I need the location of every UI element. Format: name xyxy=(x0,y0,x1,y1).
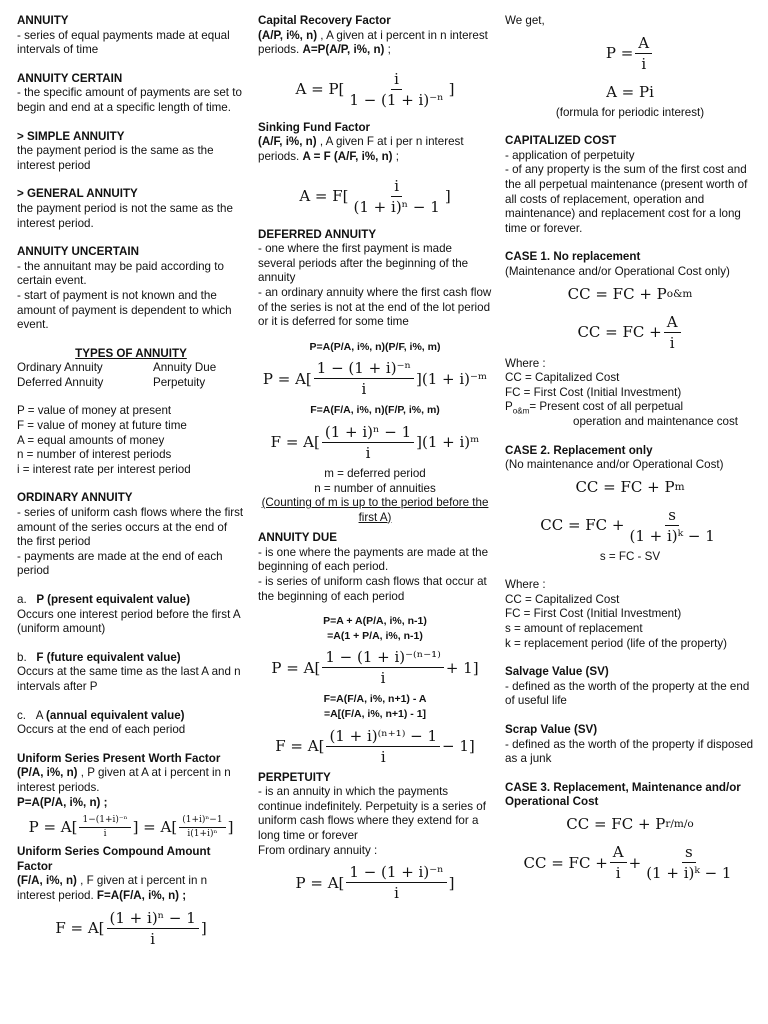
annuity-due-def-1: - is one where the payments are made at the beginning of each period. xyxy=(258,545,489,574)
annuity-certain-def: - the specific amount of payments are set to begin and end at a specific length of time. xyxy=(17,86,242,114)
due-f-text-1: F=A(F/A, i%, n+1) - A xyxy=(323,693,427,706)
heading-types-of-annuity: TYPES OF ANNUITY xyxy=(75,346,187,360)
ordinary-annuity-def-1: - series of uniform cash flows where the first amount of the series occurs at the end of the first period xyxy=(17,506,244,549)
salvage-def: - defined as the worth of the property at the end of useful life xyxy=(505,679,750,708)
column-2 xyxy=(258,14,492,907)
annuity-uncertain-def-2: - start of payment is not known and the amount of payment is dependent to which event. xyxy=(17,288,232,332)
deferred-def-2: - an ordinary annuity where the first cash flow of the series is not at the end of the lot period or it is deferred for some time xyxy=(258,285,492,329)
var-f: F = value of money at future time xyxy=(17,419,187,433)
item-c-title: c. A (annual equivalent value) xyxy=(17,708,185,722)
heading-uspw: Uniform Series Present Worth Factor xyxy=(17,751,221,765)
heading-capitalized-cost: CAPITALIZED COST xyxy=(505,134,617,148)
deferred-p-equation: P = A[ $\frac{\text{1 − (1 + i)⁻ⁿ}}{i}$ ](1 + i)⁻ᵐ xyxy=(262,359,488,399)
annuity-uncertain-def-1: - the annuitant may be paid according to certain event. xyxy=(17,259,224,288)
type-deferred: Deferred Annuity xyxy=(17,375,104,389)
we-get: We get, xyxy=(505,14,545,27)
deferred-n-note: n = number of annuities xyxy=(314,481,436,495)
a-equals-pi: A = Pi xyxy=(606,82,654,101)
periodic-interest-note: (formula for periodic interest) xyxy=(555,105,705,119)
perpetuity-from: From ordinary annuity : xyxy=(258,843,378,857)
uscw-desc: (F/A, i%, n) , F given at i percent in n interest period. F=A(F/A, i%, n) ; xyxy=(17,874,208,902)
annuity-def: - series of equal payments made at equal intervals of time xyxy=(17,28,230,57)
uspw-formula-text: P=A(P/A, i%, n) ; xyxy=(17,795,108,809)
heading-annuity: ANNUITY xyxy=(17,14,69,27)
due-p-text-2: =A(1 + P/A, i%, n-1) xyxy=(327,629,423,642)
case-3-equation-1: CC = FC + P r/m/o xyxy=(566,815,694,833)
item-b-title: b. F (future equivalent value) xyxy=(17,650,181,664)
case-2-fc: FC = First Cost (Initial Investment) xyxy=(505,607,682,621)
crf-desc: (A/P, i%, n) , A given at i percent in n interest periods. A=P(A/P, i%, n) ; xyxy=(258,28,488,57)
heading-case-3: CASE 3. Replacement, Maintenance and/or Operational Cost xyxy=(505,780,741,809)
item-b-desc: Occurs at the same time as the last A and n intervals after P xyxy=(17,665,241,693)
cc-def-2: - of any property is the sum of the first cost and the all perpetual maintenance (present worth of all costs of replacement, operation and maintenance) and replacement cost for a long time or forever. xyxy=(505,163,748,235)
due-p-equation: P = A[ $\frac{\text{1 − (1 + i)⁻⁽ⁿ⁻¹⁾}}{i}$ + 1] xyxy=(271,648,479,688)
var-i: i = interest rate per interest period xyxy=(17,462,191,476)
heading-annuity-certain: ANNUITY CERTAIN xyxy=(17,71,123,85)
deferred-f-text: F=A(F/A, i%, n)(F/P, i%, m) xyxy=(310,404,440,417)
simple-annuity-def: the payment period is the same as the interest period xyxy=(17,144,214,172)
case-1-pom: $P_{o\&m}=$ Present cost of all perpetual xyxy=(505,400,684,416)
type-ordinary: Ordinary Annuity xyxy=(17,361,103,375)
case-1-equation-1: CC = FC + P o&m xyxy=(567,284,693,303)
heading-case-1: CASE 1. No replacement xyxy=(505,250,641,264)
uspw-desc: (P/A, i%, n) , P given at A at i percent in n interest periods. xyxy=(17,766,231,794)
due-p-text-1: P=A + A(P/A, i%, n-1) xyxy=(323,615,427,628)
column-3 xyxy=(505,14,755,887)
type-perpetuity: Perpetuity xyxy=(153,375,206,389)
heading-capital-recovery: Capital Recovery Factor xyxy=(258,14,391,27)
deferred-counting-note: (Counting of m is up to the period before the first A) xyxy=(261,496,489,524)
case-1-fc: FC = First Cost (Initial Investment) xyxy=(505,385,682,399)
heading-annuity-uncertain: ANNUITY UNCERTAIN xyxy=(17,245,139,259)
heading-case-2: CASE 2. Replacement only xyxy=(505,443,653,457)
heading-simple-annuity: > SIMPLE ANNUITY xyxy=(17,129,125,143)
heading-sinking-fund: Sinking Fund Factor xyxy=(258,120,371,134)
types-grid xyxy=(17,361,245,390)
case-2-equation-1: CC = FC + P m xyxy=(575,477,685,496)
uspw-equation: P = A[ $\frac{\text{1−(1+i)⁻ⁿ}}{i}$ ] = A[ $\frac{\text{(1+i)ⁿ−1}}{\text{i(1+i)ⁿ}}$ ] xyxy=(28,815,234,840)
due-f-text-2: =A[(F/A, i%, n+1) - 1] xyxy=(323,708,427,721)
heading-perpetuity: PERPETUITY xyxy=(258,770,331,784)
heading-ordinary-annuity: ORDINARY ANNUITY xyxy=(17,491,133,505)
heading-general-annuity: > GENERAL ANNUITY xyxy=(17,187,138,201)
case-2-where: Where : xyxy=(505,578,546,592)
var-p: P = value of money at present xyxy=(17,404,172,418)
scrap-def: - defined as the worth of the property if disposed as a junk xyxy=(505,737,754,766)
case-2-cc: CC = Capitalized Cost xyxy=(505,592,620,606)
case-1-equation-2: CC = FC + $\frac{A}{i}$ xyxy=(505,308,755,357)
case-1-where: Where : xyxy=(505,356,546,370)
heading-scrap-value: Scrap Value (SV) xyxy=(505,723,598,737)
case-2-s: s = amount of replacement xyxy=(505,622,643,636)
case-2-k: k = replacement period (life of the property) xyxy=(505,636,728,650)
heading-deferred-annuity: DEFERRED ANNUITY xyxy=(258,227,377,241)
p-equals-a-over-i: P = $\frac{A}{i}$ xyxy=(505,29,755,78)
deferred-def-1: - one where the first payment is made several periods after the beginning of the annuity xyxy=(258,242,469,285)
sff-desc: (A/F, i%, n) , A given F at i per n interest periods. A = F (A/F, i%, n) ; xyxy=(258,135,464,163)
case-1-pom-cont: operation and maintenance cost xyxy=(573,414,739,428)
deferred-m-note: m = deferred period xyxy=(324,466,426,480)
annuity-due-def-2: - is series of uniform cash flows that occur at the beginning of each period xyxy=(258,575,487,603)
item-c-desc: Occurs at the end of each period xyxy=(17,723,186,737)
item-a-desc: Occurs one interest period before the first A (uniform amount) xyxy=(17,607,240,636)
uscw-equation: F = A[ $\frac{\text{(1 + i)ⁿ − 1}}{i}$ ] xyxy=(55,908,207,948)
heading-annuity-due: ANNUITY DUE xyxy=(258,531,338,545)
case-2-equation-2: CC = FC + $\frac{s}{\text{(1 + i)ᵏ − 1}}$ xyxy=(540,505,715,545)
case-3-equation-2: CC = FC + $\frac{A}{i}$ + $\frac{s}{\text{(1 + i)ᵏ − 1}}$ xyxy=(523,843,732,882)
general-annuity-def: the payment period is not the same as the interest period. xyxy=(17,201,233,230)
s-equals-fc-sv: s = FC - SV xyxy=(599,549,661,563)
crf-equation: A = P[ $\frac{i}{\text{1 − (1 + i)⁻ⁿ}}$ ] xyxy=(295,69,455,109)
due-f-equation: F = A[ $\frac{\text{(1 + i)⁽ⁿ⁺¹⁾ − 1}}{i}$ − 1] xyxy=(275,726,475,766)
type-due: Annuity Due xyxy=(153,361,217,375)
perpetuity-def: - is an annuity in which the payments continue indefinitely. Perpetuity is a series of uniform cash flows where they extend for a long time or forever xyxy=(258,785,486,842)
case-1-cc: CC = Capitalized Cost xyxy=(505,371,620,385)
case-2-sub: (No maintenance and/or Operational Cost) xyxy=(505,458,724,472)
heading-salvage-value: Salvage Value (SV) xyxy=(505,665,609,679)
sff-equation: A = F[ $\frac{i}{\text{(1 + i)ⁿ − 1}}$ ] xyxy=(299,176,451,216)
cc-def-1: - application of perpetuity xyxy=(505,148,635,162)
ordinary-annuity-def-2: - payments are made at the end of each period xyxy=(17,549,223,578)
item-a-title: a. P (present equivalent value) xyxy=(17,593,191,606)
perpetuity-equation: P = A[ $\frac{\text{1 − (1 + i)⁻ⁿ}}{i}$ ] xyxy=(295,863,455,903)
var-a: A = equal amounts of money xyxy=(17,433,165,447)
deferred-p-text: P=A(P/A, i%, n)(P/F, i%, m) xyxy=(309,340,441,353)
deferred-f-equation: F = A[ $\frac{\text{(1 + i)ⁿ − 1}}{i}$ ](1 + i)ᵐ xyxy=(270,422,480,462)
column-1 xyxy=(17,14,245,953)
case-1-sub: (Maintenance and/or Operational Cost only) xyxy=(505,264,730,278)
heading-uscw: Uniform Series Compound Amount Factor xyxy=(17,845,211,873)
var-n: n = number of interest periods xyxy=(17,448,172,462)
